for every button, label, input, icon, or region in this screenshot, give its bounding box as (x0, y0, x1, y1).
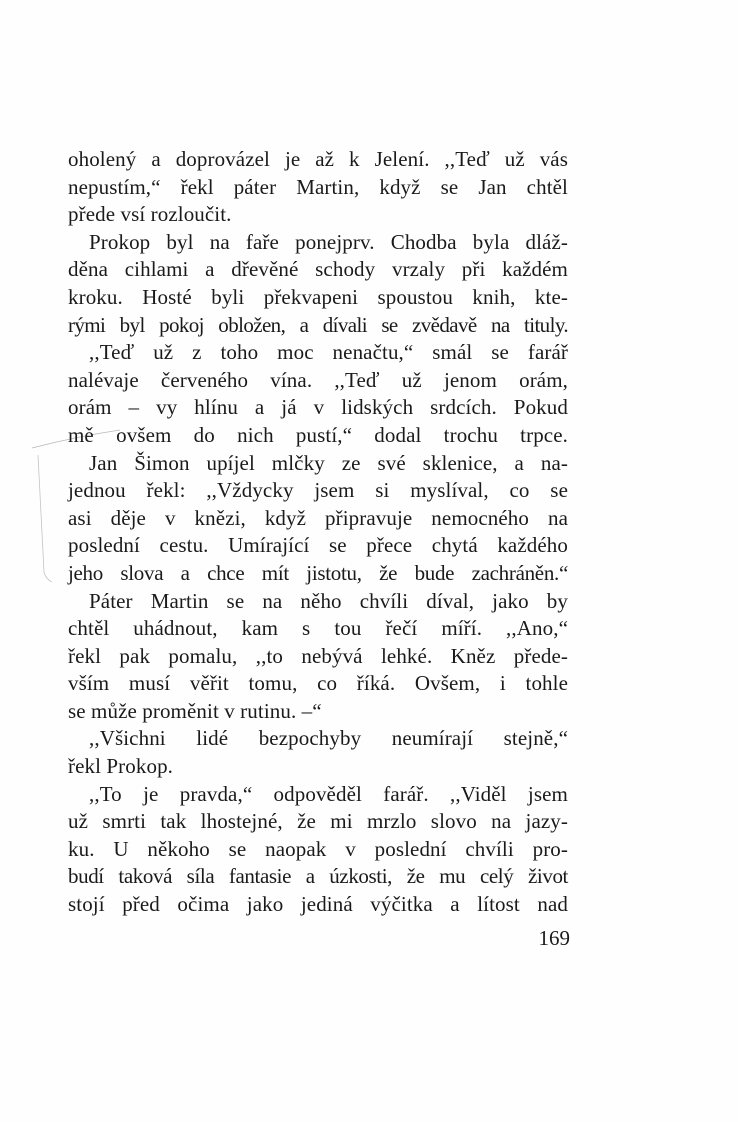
text-line: chtěl uhádnout, kam s tou řečí míří. ,,Ano,“ (68, 616, 568, 641)
text-line: Jan Šimon upíjel mlčky ze své sklenice, a na- (89, 450, 568, 475)
text-line: ,,Teď už z toho moc nenačtu,“ smál se farář (89, 340, 568, 365)
text-line: rými byl pokoj obložen, a dívali se zvědavě na tituly. (68, 312, 568, 337)
text-line: budí taková síla fantasie a úzkosti, že mu celý život (68, 864, 568, 889)
text-line: přede vsí rozloučit. (68, 202, 232, 227)
text-line: Páter Martin se na něho chvíli díval, jako by (89, 588, 568, 613)
text-line: nalévaje červeného vína. ,,Teď už jenom orám, (68, 367, 568, 392)
text-line: děna cihlami a dřevěné schody vrzaly při každém (68, 257, 568, 282)
body-text (68, 146, 568, 919)
text-line: ,,Všichni lidé bezpochyby neumírají stejně,“ (89, 726, 568, 751)
text-line: jeho slova a chce mít jistotu, že bude zachráněn.“ (68, 560, 568, 585)
page-number: 169 (538, 926, 570, 950)
text-line: nepustím,“ řekl páter Martin, když se Jan chtěl (68, 174, 568, 199)
text-line: už smrti tak lhostejné, že mi mrzlo slovo na jazy- (68, 809, 568, 834)
text-line: kroku. Hosté byli překvapeni spoustou knih, kte- (68, 284, 568, 309)
text-line: Prokop byl na faře ponejprv. Chodba byla dláž- (89, 229, 568, 254)
text-line: asi děje v knězi, když připravuje nemocného na (68, 505, 568, 530)
text-line: stojí před očima jako jediná výčitka a lítost nad (68, 892, 568, 917)
text-line: řekl Prokop. (68, 754, 174, 779)
text-line: se může proměnit v rutinu. –“ (68, 698, 322, 723)
text-line: vším musí věřit tomu, co říká. Ovšem, i tohle (68, 671, 568, 696)
text-line: řekl pak pomalu, ,,to nebývá lehké. Kněz přede- (68, 643, 568, 668)
text-line: orám – vy hlínu a já v lidských srdcích. Pokud (68, 395, 568, 420)
text-line: ku. U někoho se naopak v poslední chvíli pro- (68, 836, 568, 861)
text-line: ,,To je pravda,“ odpověděl farář. ,,Viděl jsem (89, 781, 568, 806)
text-line: oholený a doprovázel je až k Jelení. ,,Teď už vás (68, 147, 568, 171)
text-line: jednou řekl: ,,Vždycky jsem si myslíval, co se (68, 478, 568, 503)
text-line: mě ovšem do nich pustí,“ dodal trochu trpce. (68, 422, 568, 447)
text-line: poslední cestu. Umírající se přece chytá každého (68, 533, 568, 558)
